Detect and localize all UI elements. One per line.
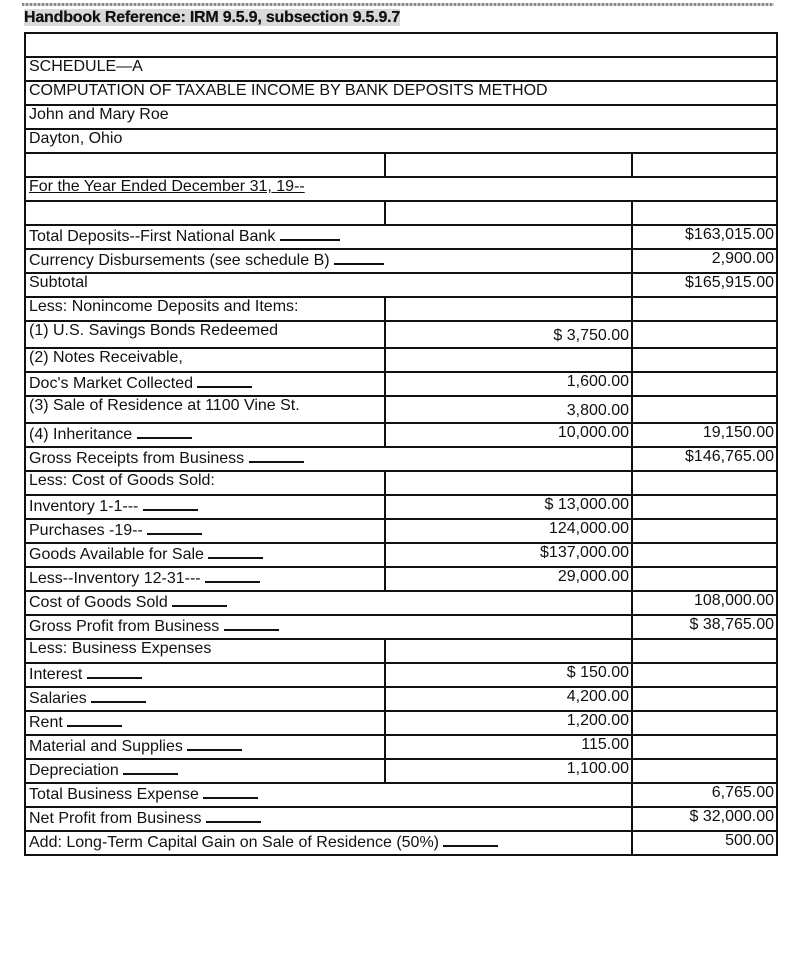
row-label: Total Business Expense — [25, 783, 632, 807]
row-total: $165,915.00 — [632, 273, 777, 297]
table-row — [25, 567, 777, 591]
row-total: 500.00 — [632, 831, 777, 855]
schedule-subtitle-row — [25, 81, 777, 105]
row-amount: 1,200.00 — [385, 711, 632, 735]
table-row — [25, 615, 777, 639]
row-total: 6,765.00 — [632, 783, 777, 807]
table-row — [25, 639, 777, 663]
location-row — [25, 129, 777, 153]
handbook-reference: Handbook Reference: IRM 9.5.9, subsection 9.5.9.7 — [24, 9, 401, 26]
table-row — [25, 687, 777, 711]
row-amount: 115.00 — [385, 735, 632, 759]
row-label: Inventory 1-1--- — [25, 495, 385, 519]
row-total: 108,000.00 — [632, 591, 777, 615]
row-amount: $ 150.00 — [385, 663, 632, 687]
row-label: Currency Disbursements (see schedule B) — [25, 249, 632, 273]
schedule-title: SCHEDULE—A — [25, 57, 777, 81]
row-label: (3) Sale of Residence at 1100 Vine St. — [25, 396, 385, 423]
table-row — [25, 273, 777, 297]
row-total: $146,765.00 — [632, 447, 777, 471]
row-label: Goods Available for Sale — [25, 543, 385, 567]
row-label: Cost of Goods Sold — [25, 591, 632, 615]
row-label: Material and Supplies — [25, 735, 385, 759]
table-row — [25, 711, 777, 735]
schedule-title-row — [25, 57, 777, 81]
row-amount: $137,000.00 — [385, 543, 632, 567]
schedule-subtitle: COMPUTATION OF TAXABLE INCOME BY BANK DEPOSITS METHOD — [25, 81, 777, 105]
row-amount: 10,000.00 — [385, 423, 632, 447]
taxpayer-location: Dayton, Ohio — [25, 129, 777, 153]
table-row — [25, 591, 777, 615]
row-label: Purchases -19-- — [25, 519, 385, 543]
taxpayer-name: John and Mary Roe — [25, 105, 777, 129]
row-label: Less--Inventory 12-31--- — [25, 567, 385, 591]
table-row — [25, 297, 777, 321]
row-total: $163,015.00 — [632, 225, 777, 249]
blank-row — [25, 153, 777, 177]
row-total: $ 32,000.00 — [632, 807, 777, 831]
table-row — [25, 423, 777, 447]
taxpayer-row — [25, 105, 777, 129]
table-row — [25, 663, 777, 687]
table-row — [25, 831, 777, 855]
table-row — [25, 807, 777, 831]
table-row — [25, 519, 777, 543]
row-label: Doc's Market Collected — [25, 372, 385, 396]
row-total: 19,150.00 — [632, 423, 777, 447]
row-label: Gross Profit from Business — [25, 615, 632, 639]
row-amount: 1,100.00 — [385, 759, 632, 783]
row-amount: 124,000.00 — [385, 519, 632, 543]
row-label: Rent — [25, 711, 385, 735]
row-total: $ 38,765.00 — [632, 615, 777, 639]
table-row — [25, 348, 777, 372]
row-label: Salaries — [25, 687, 385, 711]
row-label: Less: Cost of Goods Sold: — [25, 471, 385, 495]
row-amount: $ 3,750.00 — [385, 321, 632, 348]
row-amount: 29,000.00 — [385, 567, 632, 591]
row-label: (4) Inheritance — [25, 423, 385, 447]
row-label: Add: Long-Term Capital Gain on Sale of Residence (50%) — [25, 831, 632, 855]
table-row — [25, 396, 777, 423]
table-row — [25, 249, 777, 273]
row-label: Total Deposits--First National Bank — [25, 225, 632, 249]
table-row — [25, 543, 777, 567]
row-label: Subtotal — [25, 273, 632, 297]
row-label: Less: Nonincome Deposits and Items: — [25, 297, 385, 321]
table-row — [25, 735, 777, 759]
blank-row — [25, 201, 777, 225]
table-row — [25, 471, 777, 495]
period-row — [25, 177, 777, 201]
row-label: (2) Notes Receivable, — [25, 348, 385, 372]
table-row — [25, 759, 777, 783]
row-amount: 3,800.00 — [385, 396, 632, 423]
table-row — [25, 372, 777, 396]
table-row — [25, 495, 777, 519]
blank-row — [25, 33, 777, 57]
schedule-a-table — [24, 32, 778, 856]
row-label: Interest — [25, 663, 385, 687]
row-amount: 4,200.00 — [385, 687, 632, 711]
row-label: Less: Business Expenses — [25, 639, 385, 663]
table-row — [25, 447, 777, 471]
row-amount: $ 13,000.00 — [385, 495, 632, 519]
row-label: (1) U.S. Savings Bonds Redeemed — [25, 321, 385, 348]
row-total: 2,900.00 — [632, 249, 777, 273]
row-label: Net Profit from Business — [25, 807, 632, 831]
row-label: Gross Receipts from Business — [25, 447, 632, 471]
table-row — [25, 225, 777, 249]
table-row — [25, 783, 777, 807]
row-label: Depreciation — [25, 759, 385, 783]
scan-top-rule — [22, 3, 774, 6]
table-row — [25, 321, 777, 348]
period-label: For the Year Ended December 31, 19-- — [29, 178, 305, 195]
row-amount: 1,600.00 — [385, 372, 632, 396]
